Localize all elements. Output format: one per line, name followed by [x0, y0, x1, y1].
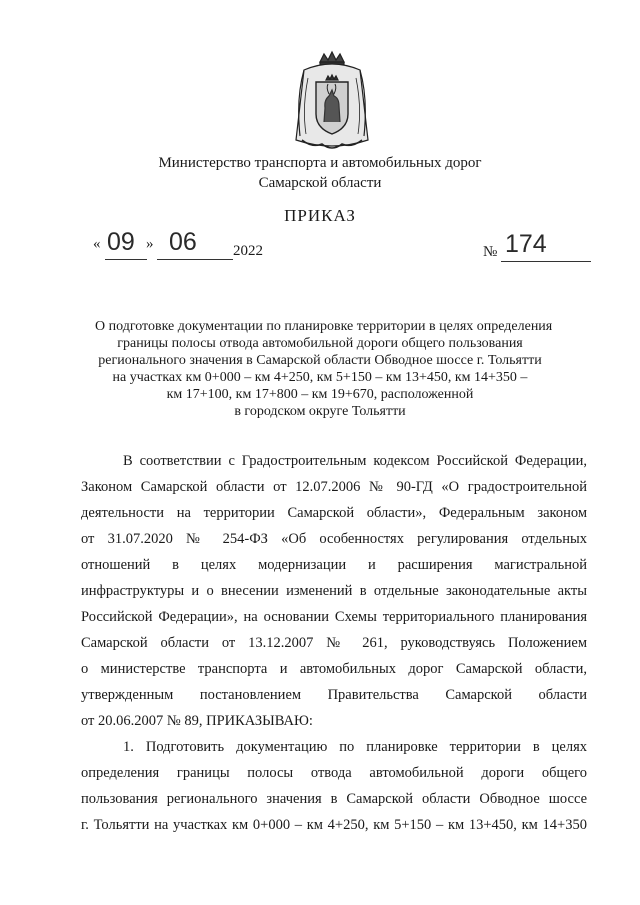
body-line: от 31.07.2020 № 254-ФЗ «Об особенностях регулирования отдельных: [81, 531, 587, 547]
body-line: 1. Подготовить документацию по планировке территории в целях: [123, 739, 587, 755]
subject-line: О подготовке документации по планировке территории в целях определения: [95, 319, 553, 334]
body-line: Российской Федерации», на основании Схемы территориального планирования: [81, 609, 587, 625]
order-subject: [95, 318, 553, 420]
body-line: г. Тольятти на участках км 0+000 – км 4+250, км 5+150 – км 13+450, км 14+350: [81, 817, 587, 833]
body-line: В соответствии с Градостроительным кодексом Российской Федерации,: [123, 453, 587, 469]
number-sign: №: [483, 244, 498, 260]
subject-line: границы полосы отвода автомобильной дороги общего пользования: [117, 336, 523, 351]
order-date: [93, 228, 293, 262]
date-day: 09: [107, 228, 135, 256]
date-month: 06: [169, 228, 197, 256]
body-line: Законом Самарской области от 12.07.2006 № 90-ГД «О градостроительной: [81, 479, 587, 495]
date-year: 2022: [233, 243, 263, 259]
subject-line: км 17+100, км 17+800 – км 19+670, расположенной: [166, 387, 474, 402]
date-month-underline: [157, 259, 233, 260]
body-line: деятельности на территории Самарской области», Федеральным законом: [81, 505, 587, 521]
date-close-quote: »: [146, 236, 154, 252]
body-line: Самарской области от 13.12.2007 № 261, руководствуясь Положением: [81, 635, 587, 651]
ministry-name: [120, 153, 520, 193]
number-underline: [501, 261, 591, 262]
order-number: [483, 232, 593, 266]
date-open-quote: «: [93, 236, 101, 252]
number-value: 174: [505, 230, 547, 258]
body-line: отношений в целях модернизации и расширения магистральной: [81, 557, 587, 573]
body-line: пользования регионального значения в Самарской области Обводное шоссе: [81, 791, 587, 807]
subject-line: регионального значения в Самарской области Обводное шоссе г. Тольятти: [98, 353, 542, 368]
body-line: инфраструктуры и о внесении изменений в отдельные законодательные акты: [81, 583, 587, 599]
ministry-name-line2: Самарской области: [258, 175, 382, 191]
body-line: определения границы полосы отвода автомобильной дороги общего: [81, 765, 587, 781]
document-type-title: ПРИКАЗ: [284, 206, 356, 225]
body-line: о министерстве транспорта и автомобильных дорог Самарской области,: [81, 661, 587, 677]
date-day-underline: [105, 259, 147, 260]
body-line: от 20.06.2007 № 89, ПРИКАЗЫВАЮ:: [81, 713, 313, 729]
order-body: [81, 448, 587, 838]
subject-line: в городском округе Тольятти: [234, 404, 406, 419]
subject-line: на участках км 0+000 – км 4+250, км 5+150 – км 13+450, км 14+350 –: [112, 370, 528, 385]
body-line: утвержденным постановлением Правительства Самарской области: [81, 687, 587, 703]
ministry-name-line1: Министерство транспорта и автомобильных дорог: [158, 155, 482, 171]
coat-of-arms-emblem: [282, 48, 382, 160]
